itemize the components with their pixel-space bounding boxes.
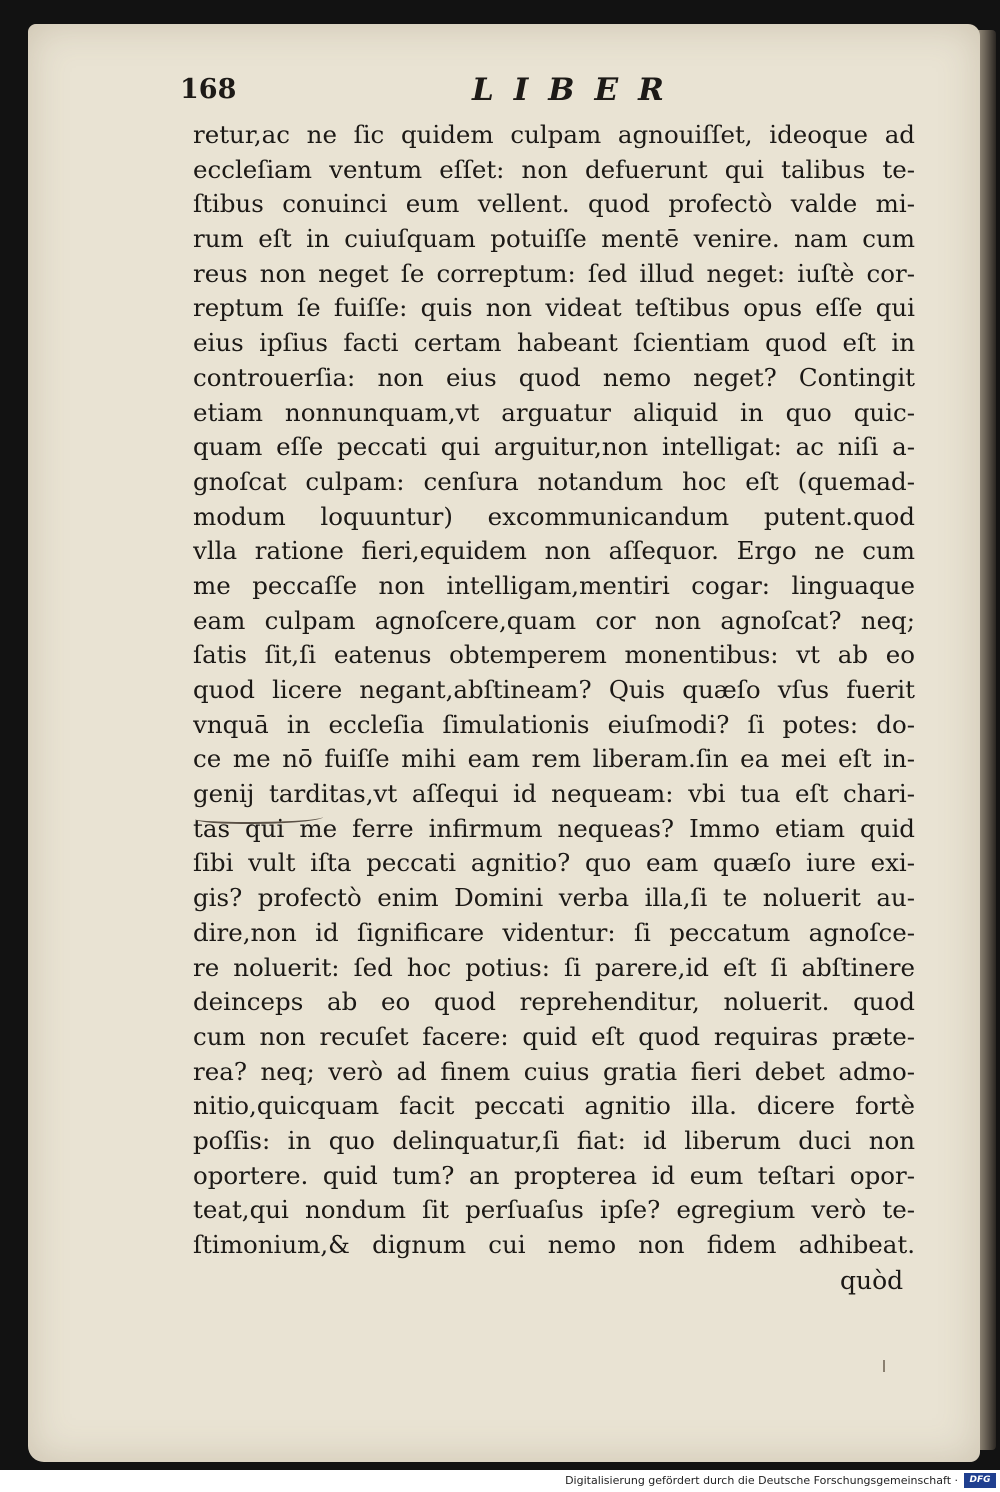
funding-credit: Digitalisierung gefördert durch die Deutsche Forschungsgemeinschaft · — [565, 1474, 958, 1487]
dfg-logo: DFG — [964, 1473, 996, 1488]
text-line: vlla ratione fieri,equidem non aſſequor. Ergo ne cum — [193, 536, 915, 566]
text-line: quod licere negant,abſtineam? Quis quæſo vſus fuerit — [193, 675, 915, 704]
text-line: deinceps ab eo quod reprehenditur, noluerit. quod — [193, 987, 915, 1017]
running-head: LIBER — [472, 72, 684, 108]
text-line: cum non recuſet facere: quid eſt quod requiras præte- — [193, 1021, 915, 1051]
text-line: eccleſiam ventum eſſet: non defuerunt qui talibus te- — [193, 154, 915, 184]
text-line: re noluerit: ſed hoc potius: ſi parere,id eſt ſi abſtinere — [193, 952, 915, 982]
page-header — [180, 72, 684, 116]
text-line: tas qui me ferre infirmum nequeas? Immo etiam quid — [193, 813, 915, 843]
body-text — [193, 118, 915, 1263]
text-line: gnoſcat culpam: cenſura notandum hoc eſt (quemad- — [193, 466, 915, 496]
text-line: modum loquuntur) excommunicandum putent.quod — [193, 501, 915, 531]
text-line: poſſis: in quo delinquatur,ſi fiat: id liberum duci non — [193, 1125, 915, 1155]
text-line: gis? profectò enim Domini verba illa,ſi te noluerit au- — [193, 883, 915, 913]
margin-mark — [883, 1360, 885, 1372]
text-line: me peccaſſe non intelligam,mentiri cogar: linguaque — [193, 570, 915, 600]
text-line: rea? neq; verò ad finem cuius gratia fieri debet admo- — [193, 1056, 915, 1086]
text-line: ſtimonium,& dignum cui nemo non fidem adhibeat. — [193, 1230, 915, 1259]
text-line: ſatis ſit,ſi eatenus obtemperem monentibus: vt ab eo — [193, 640, 915, 670]
text-line: ſtibus conuinci eum vellent. quod profectò valde mi- — [193, 189, 915, 219]
text-line: eam culpam agnoſcere,quam cor non agnoſcat? neq; — [193, 605, 915, 635]
text-line: retur,ac ne ſic quidem culpam agnouiſſet, ideoque ad — [193, 120, 915, 149]
text-line: genij tarditas,vt aſſequi id nequeam: vbi tua eſt chari- — [193, 779, 915, 809]
text-line: ſibi vult iſta peccati agnitio? quo eam quæſo iure exi- — [193, 848, 915, 878]
text-line: oportere. quid tum? an propterea id eum teſtari opor- — [193, 1160, 915, 1190]
text-line: vnquā in eccleſia ſimulationis eiuſmodi? ſi potes: do- — [193, 709, 915, 739]
text-line: reus non neget ſe correptum: ſed illud neget: iuſtè cor- — [193, 258, 915, 288]
text-line: controuerſia: non eius quod nemo neget? Contingit — [193, 362, 915, 392]
text-line: eius ipſius facti certam habeant ſcientiam quod eſt in — [193, 328, 915, 358]
text-line: teat,qui nondum ſit perſuaſus ipſe? egregium verò te- — [193, 1195, 915, 1225]
digitization-footer — [0, 1470, 1000, 1492]
text-line: rum eſt in cuiuſquam potuiſſe mentē venire. nam cum — [193, 224, 915, 254]
text-line: nitio,quicquam facit peccati agnitio illa. dicere fortè — [193, 1091, 915, 1121]
text-line: ce me nō fuiſſe mihi eam rem liberam.ſin ea mei eſt in- — [193, 744, 915, 774]
catchword: quòd — [840, 1266, 904, 1295]
text-line: reptum ſe fuiſſe: quis non videat teſtibus opus eſſe qui — [193, 293, 915, 323]
page-number: 168 — [180, 74, 237, 105]
text-line: dire,non id ſignificare videntur: ſi peccatum agnoſce- — [193, 917, 915, 947]
text-line: etiam nonnunquam,vt arguatur aliquid in quo quic- — [193, 397, 915, 427]
text-line: quam eſſe peccati qui arguitur,non intelligat: ac niſi a- — [193, 432, 915, 462]
